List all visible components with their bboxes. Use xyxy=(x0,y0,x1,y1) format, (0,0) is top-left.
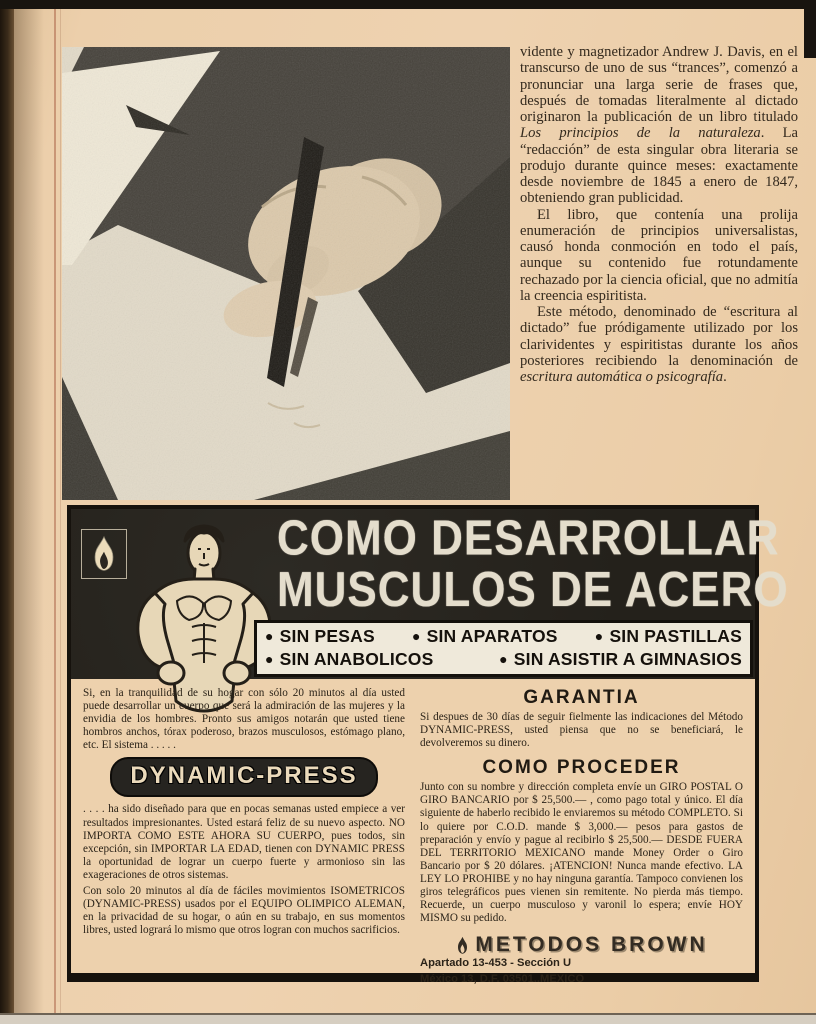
ad-bullet-band xyxy=(254,620,753,677)
page-crease-line xyxy=(54,0,56,1024)
ad-isometrics-paragraph: Con solo 20 minutos al día de fáciles movimientos ISOMETRICOS (DYNAMIC-PRESS) usados por el EQUIPO OLIMPICO ALEMAN, en la privacidad de su hogar, o aún en su trabajo, en sus momentos libres, usted logrará lo mismo que otros logran con muchos sacrificios. xyxy=(83,885,405,937)
scan-edge-top-right xyxy=(804,0,816,58)
bullet-item xyxy=(265,625,375,648)
bullet-dot-icon: ● xyxy=(411,628,421,644)
article-text: . La “redacción” de esta singular obra literaria se produjo durante quince meses: exactamente desde noviembre de 1845 a enero de 1847, obteniendo gran publicidad. xyxy=(520,125,798,207)
article-paragraph-3 xyxy=(520,304,798,385)
ad-headline-line2: MUSCULOS DE ACERO xyxy=(277,562,789,618)
bullet-row-1 xyxy=(265,625,742,648)
ad-header xyxy=(71,509,789,679)
term-italic: escritura automática o psicografía xyxy=(520,369,724,385)
brand-name: METODOS BROWN xyxy=(475,933,708,957)
ad-system-paragraph: . . . . ha sido diseñado para que en pocas semanas usted empiece a ver resultados impresionantes. Usted estará feliz de su nuevo aspecto. NO IMPORTA COMO ESTE AHORA SU CUERPO, pues todos, sin excepción, sin IMPORTAR LA EDAD, tienen con DYNAMIC PRESS la oportunidad de lograr un cuerpo fuerte y armonioso sin las exageraciones de otros sistemas. xyxy=(83,803,405,881)
flame-icon xyxy=(89,534,119,574)
bullet-item xyxy=(265,648,433,671)
writing-hand-photo-art xyxy=(62,47,510,500)
article-paragraph-2: El libro, que contenía una prolija enumeración de principios universalistas, causó honda conmoción en todo el país, aunque su contenido fue rotundamente rechazado por la ciencia oficial, que no admitía la creencia espiritista. xyxy=(520,206,798,304)
como-proceder-title: COMO PROCEDER xyxy=(482,757,681,779)
book-title-italic: Los principios de la naturaleza xyxy=(520,125,761,142)
bullet-row-2 xyxy=(265,648,742,671)
bullet-item xyxy=(595,625,742,648)
writing-hand-photo xyxy=(62,47,510,500)
ad-right-column xyxy=(420,687,743,986)
bullet-label: SIN ANABOLICOS xyxy=(279,649,434,669)
bullet-dot-icon: ● xyxy=(265,628,274,644)
ad-headline-line1: COMO DESARROLLAR xyxy=(277,510,780,566)
garantia-text: Si despues de 30 días de seguir fielmente las indicaciones del Método DYNAMIC-PRESS, usted piensa que no se beneficiará, le devolveremos su dinero. xyxy=(420,711,743,750)
article-paragraph-1 xyxy=(520,44,798,207)
flame-badge xyxy=(81,529,127,579)
brand-address-line2: México 13, D.F. 03501..MEXICO xyxy=(420,973,585,986)
flame-icon xyxy=(455,935,470,956)
bullet-label: SIN PESAS xyxy=(279,626,375,646)
binding-shadow xyxy=(14,0,44,1024)
dynamic-press-logo: DYNAMIC-PRESS xyxy=(110,757,377,797)
ad-left-column xyxy=(83,687,405,969)
page-crease-line-2 xyxy=(60,0,61,1024)
binding-edge xyxy=(0,0,14,1024)
ad-body xyxy=(71,679,755,986)
article-text: Este método, denominado de “escritura al dictado” fue pródigamente utilizado por los clarividentes y espiritistas durante los años posteriores recibiendo la denominación de xyxy=(520,304,798,369)
bullet-item xyxy=(412,625,558,648)
brand-line xyxy=(420,933,743,957)
page-bottom-edge xyxy=(0,1013,816,1024)
article-text: vidente y magnetizador Andrew J. Davis, en el transcurso de uno de sus “trances”, comenzó a pronunciar una larga serie de frases que, después de tomadas literalmente al dictado originaron la publicación de un libro titulado xyxy=(520,44,798,125)
bullet-label: SIN ASISTIR A GIMNASIOS xyxy=(513,649,742,669)
brand-address-line1: Apartado 13-453 - Sección U xyxy=(420,957,572,970)
bullet-label: SIN APARATOS xyxy=(426,626,558,646)
article-text: . xyxy=(723,369,727,385)
advertisement xyxy=(67,505,789,986)
bullet-item xyxy=(499,648,742,671)
bullet-label: SIN PASTILLAS xyxy=(609,626,742,646)
bullet-dot-icon: ● xyxy=(499,651,508,667)
ad-headline xyxy=(277,510,789,618)
bullet-dot-icon: ● xyxy=(265,651,274,667)
scan-edge-top xyxy=(0,0,816,9)
bullet-dot-icon: ● xyxy=(594,628,604,644)
article-column xyxy=(520,44,798,385)
garantia-title: GARANTIA xyxy=(523,687,640,708)
ad-intro-paragraph: Si, en la tranquilidad de su hogar con sólo 20 minutos al día usted puede desarrollar un cuerpo que será la admiración de las mujeres y la envidia de los hombres. Pronto sus amigos notarán que usted tiene hombros anchos, tórax poderoso, brazos musculosos, estómago plano, etc. El sistema . . . . . xyxy=(83,687,405,752)
como-proceder-text: Junto con su nombre y dirección completa envíe un GIRO POSTAL O GIRO BANCARIO por $ 25,500.— , como pago total y único. El día siguiente de haberlo recibido le enviaremos su método COMPLETO. Si lo quiere por C.O.D. mande $ 3,000.— pesos para gastos de preparación y envío y pague al recibirlo $ 25,500.— DESDE FUERA DEL TERRITORIO MEXICANO mande Money Order o Giro Bancario por $ 20 dólares. ¡ATENCION! Nunca mande efectivo. LA LEY LO PROHIBE y no hay ninguna garantía. Tampoco convienen los giros telegráficos pues vienen sin remitente. No pierda más tiempo. Recuerde, un cuerpo musculoso y varonil lo espera; envíe HOY MISMO su pedido. xyxy=(420,781,743,925)
